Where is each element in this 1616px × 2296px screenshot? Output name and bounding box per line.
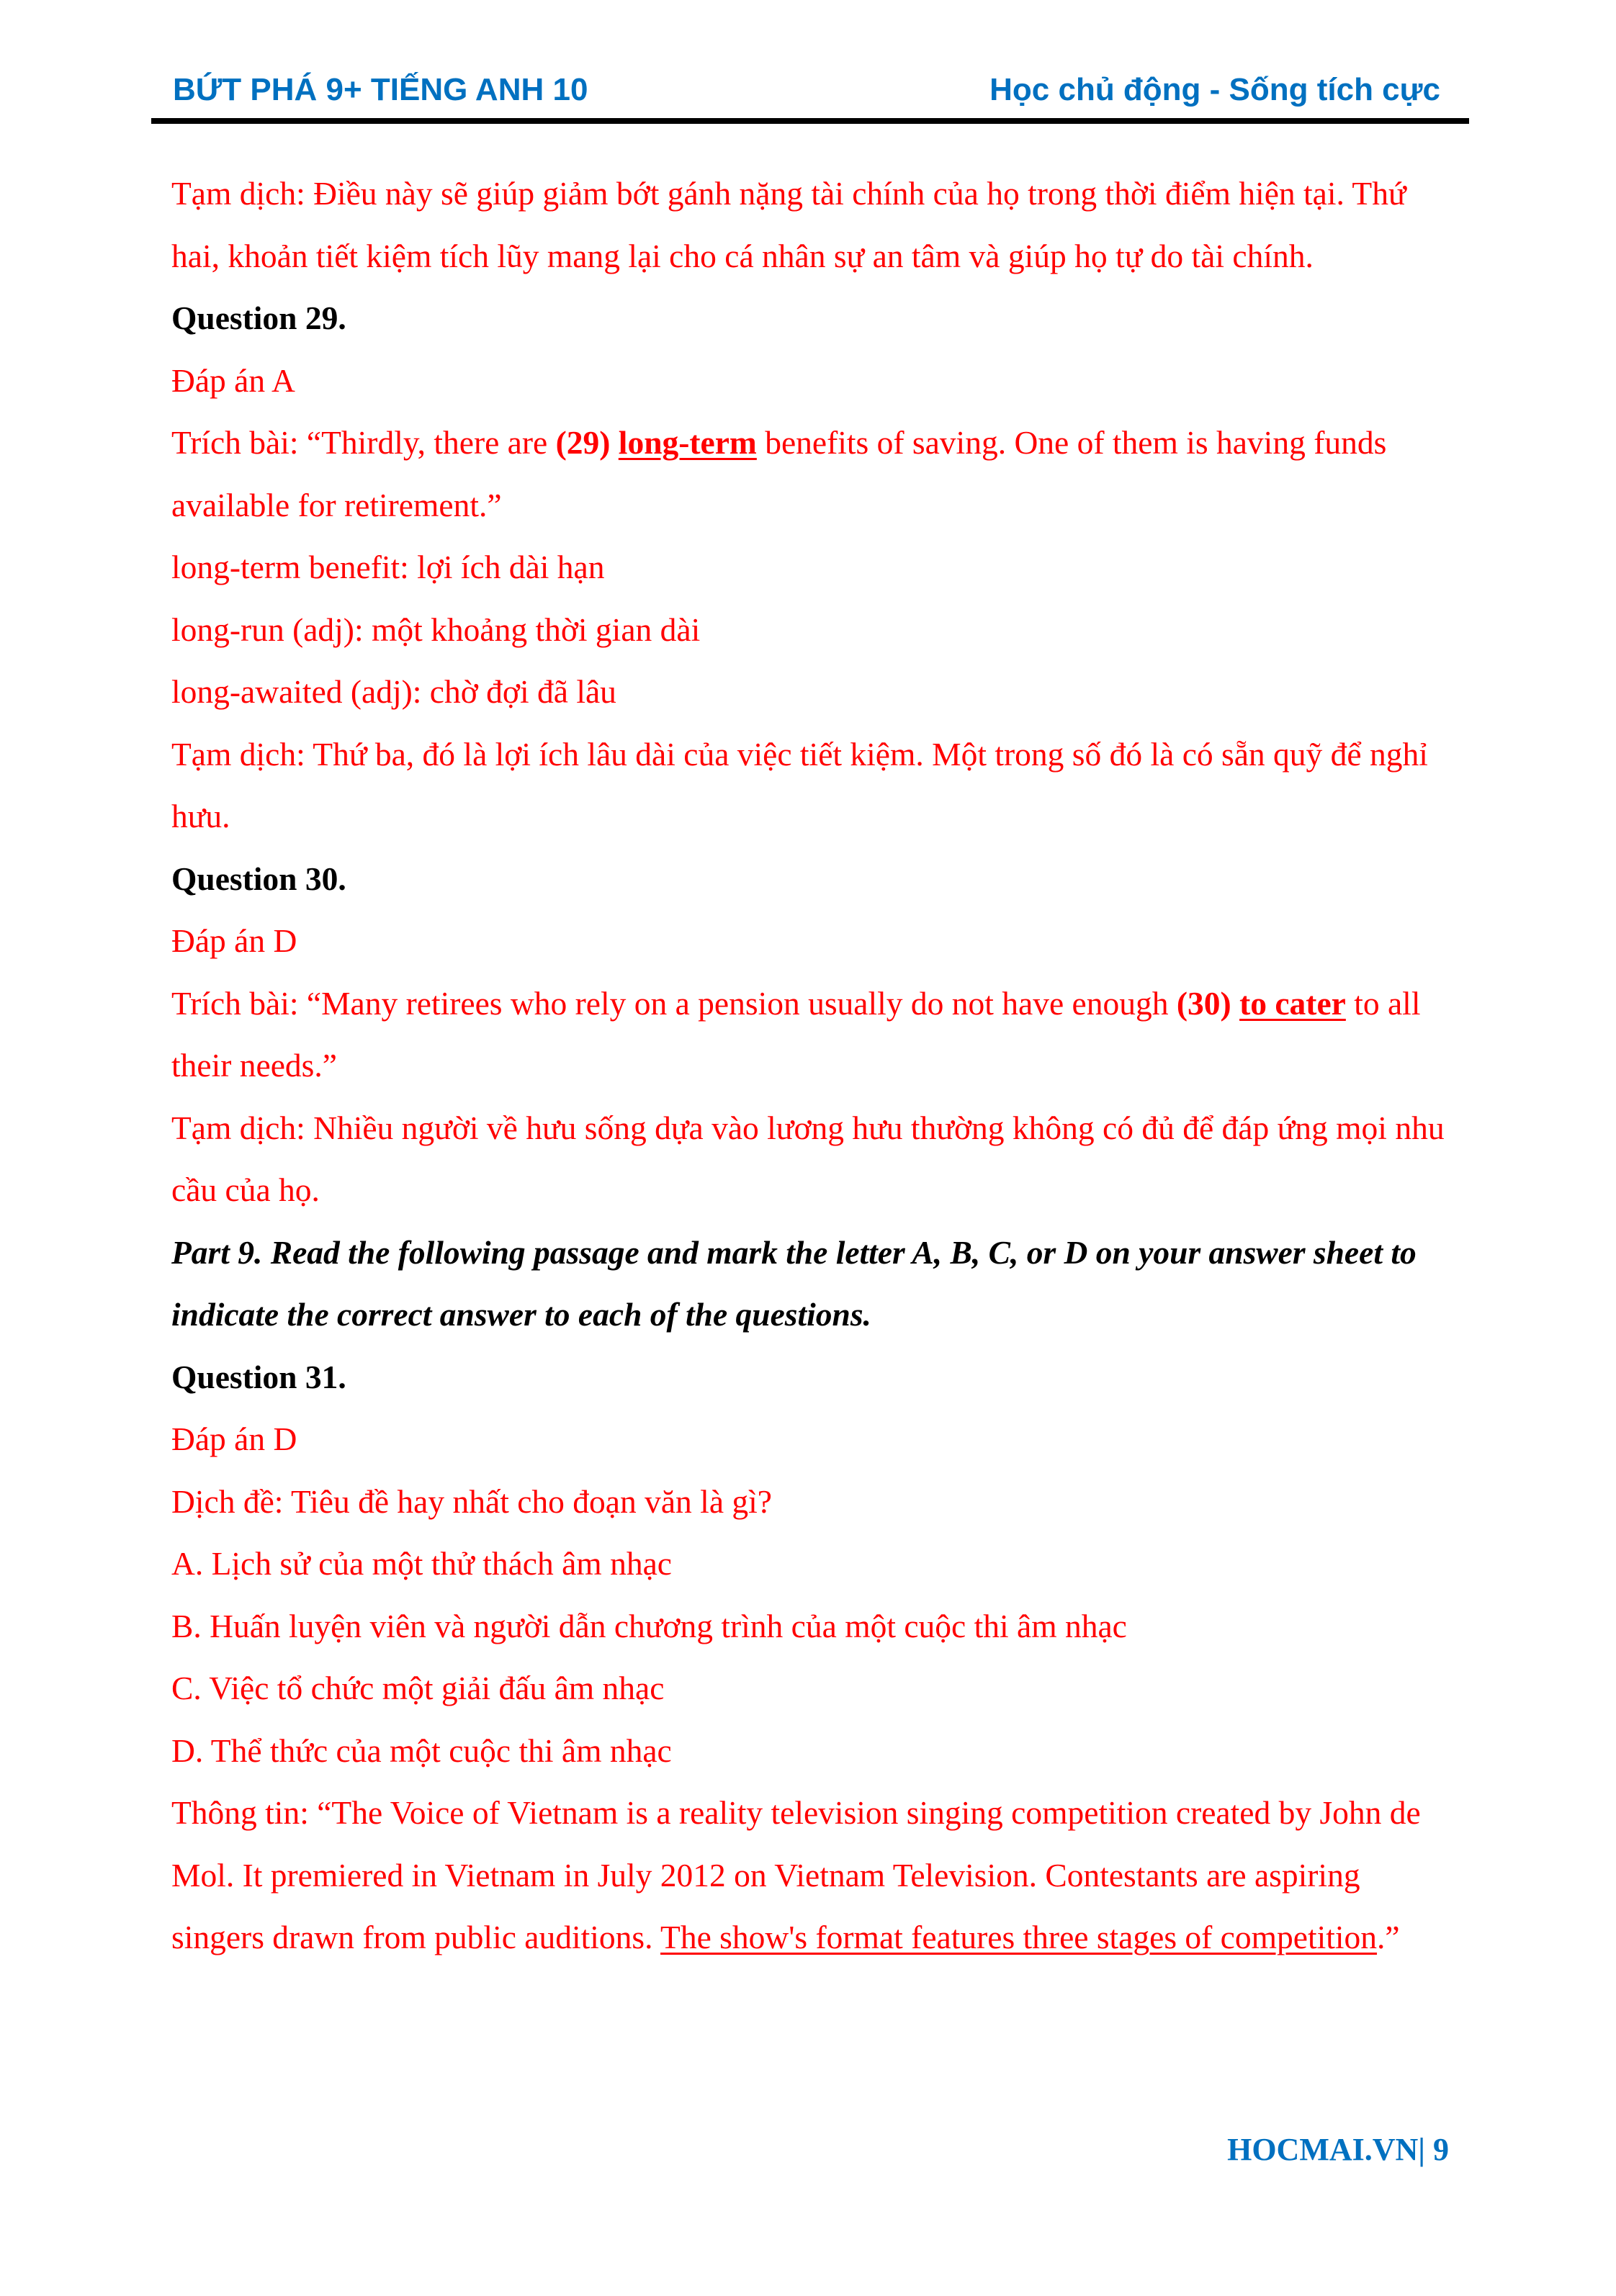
- part-9-instructions: Part 9. Read the following passage and mark the letter A, B, C, or D on your answer sheet to indicate the correct answer to each of the questions.: [171, 1233, 1417, 1333]
- info-keyphrase: The show's format features three stages of competition: [660, 1919, 1378, 1955]
- question-30-quote: [171, 973, 1453, 1097]
- quote-space: [1231, 985, 1239, 1022]
- question-30-translation: Tạm dịch: Nhiều người về hưu sống dựa vào lương hưu thường không có đủ để đáp ứng mọi nhu cầu của họ.: [171, 1109, 1445, 1208]
- quote-text: Trích bài: “Thirdly, there are: [171, 424, 556, 461]
- question-31-prompt: Dịch đề: Tiêu đề hay nhất cho đoạn văn là gì?: [171, 1482, 772, 1520]
- question-31-heading: Question 31.: [171, 1358, 346, 1395]
- quote-text: to all their needs.”: [171, 984, 1421, 1084]
- answer-keyword: to cater: [1239, 984, 1346, 1022]
- quote-text: Trích bài: “Many retirees who rely on a pension usually do not have enough: [171, 984, 1177, 1022]
- header-course-title: BỨT PHÁ 9+ TIẾNG ANH 10: [173, 72, 588, 107]
- question-29-quote: [171, 412, 1453, 536]
- vocab-item: long-run (adj): một khoảng thời gian dài: [171, 611, 701, 648]
- blank-number: (30): [1176, 984, 1231, 1022]
- info-text: Thông tin: “The Voice of Vietnam is a reality television singing competition created by John de Mol. It premiered in Vietnam in July 2012 on Vietnam Television. Contestants are aspiring singers drawn from public auditions.: [171, 1794, 1421, 1955]
- question-29-answer: Đáp án A: [171, 361, 295, 399]
- header-divider: [151, 118, 1469, 124]
- option-c: C. Việc tổ chức một giải đấu âm nhạc: [171, 1670, 665, 1706]
- intro-translation: Tạm dịch: Điều này sẽ giúp giảm bớt gánh nặng tài chính của họ trong thời điểm hiện tại. Thứ hai, khoản tiết kiệm tích lũy mang lại cho cá nhân sự an tâm và giúp họ tự do tài chính.: [171, 175, 1406, 274]
- page-header: [151, 72, 1469, 124]
- info-text: .”: [1377, 1919, 1400, 1955]
- option-a: A. Lịch sử của một thử thách âm nhạc: [171, 1545, 672, 1582]
- page-footer: [1227, 2131, 1449, 2168]
- answer-keyword: long-term: [618, 424, 757, 461]
- quote-text: benefits of saving. One of them is having funds available for retirement.”: [171, 424, 1387, 523]
- blank-number: (29): [555, 424, 611, 461]
- page-number: 9: [1425, 2132, 1449, 2167]
- question-29-translation: Tạm dịch: Thứ ba, đó là lợi ích lâu dài của việc tiết kiệm. Một trong số đó là có sẵn quỹ để nghỉ hưu.: [171, 735, 1428, 834]
- question-31-info: [171, 1782, 1453, 1969]
- question-30-heading: Question 30.: [171, 860, 346, 897]
- question-29-heading: Question 29.: [171, 300, 346, 336]
- question-31-answer: Đáp án D: [171, 1421, 297, 1457]
- footer-site: HOCMAI.VN|: [1227, 2132, 1425, 2167]
- quote-space: [610, 424, 618, 461]
- vocab-item: long-awaited (adj): chờ đợi đã lâu: [171, 673, 616, 710]
- document-body: [171, 163, 1453, 1969]
- vocab-item: long-term benefit: lợi ích dài hạn: [171, 549, 605, 585]
- option-d: D. Thể thức của một cuộc thi âm nhạc: [171, 1732, 672, 1769]
- option-b: B. Huấn luyện viên và người dẫn chương trình của một cuộc thi âm nhạc: [171, 1607, 1127, 1644]
- header-slogan: Học chủ động - Sống tích cực: [989, 72, 1440, 107]
- question-30-answer: Đáp án D: [171, 922, 297, 959]
